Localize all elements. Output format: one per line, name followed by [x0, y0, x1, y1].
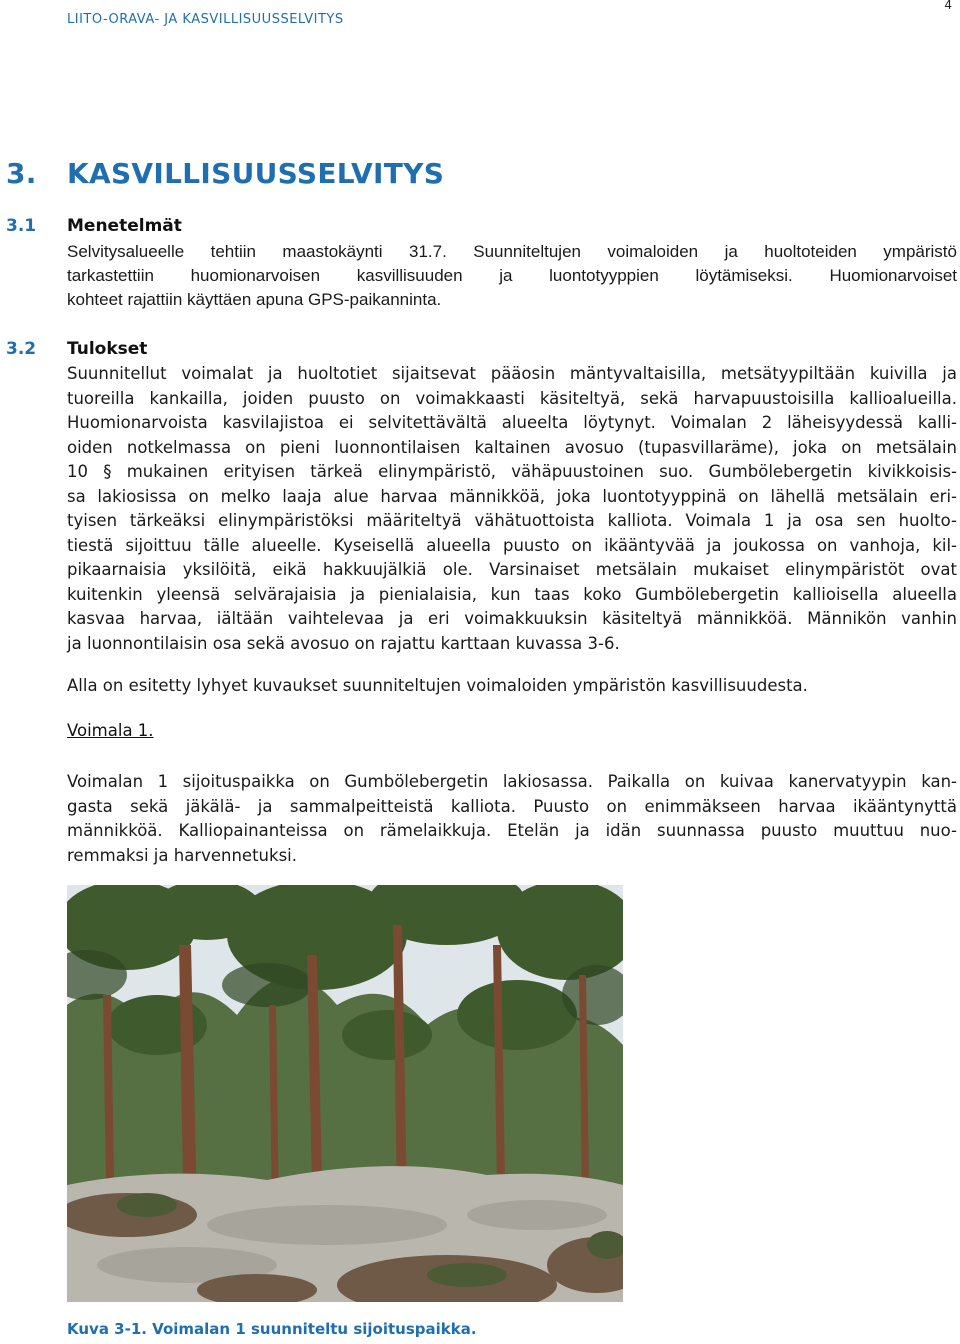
subsection-number: 3.1	[6, 216, 37, 236]
paragraph-line: gasta sekä jäkälä- ja sammalpeitteistä kalliota. Puusto on enimmäkseen harvaa ikääntynyttä	[67, 796, 957, 816]
paragraph-line: tyisen tärkeäksi elinympäristöksi määriteltyä vähätuottoista kalliota. Voimala 1 ja osa sen huolto-	[67, 511, 957, 530]
subsection-title: Menetelmät	[67, 216, 182, 236]
subsection-heading-3-1	[6, 216, 182, 236]
paragraph-line: Alla on esitetty lyhyet kuvaukset suunniteltujen voimaloiden ympäristön kasvillisuudesta.	[67, 676, 808, 695]
paragraph-line: kohteet rajattiin käyttäen apuna GPS-paikanninta.	[67, 290, 442, 309]
page-number: 4	[944, 0, 952, 12]
paragraph-line: tuoreilla kankailla, joiden puusto on voimakkaasti käsiteltyä, sekä harvapuustoisilla kallioalueilla.	[67, 388, 957, 408]
paragraph-line: sa lakiosissa on melko laaja alue harvaa männikköä, joka luontotyyppinä on lähellä metsälain eri-	[67, 486, 957, 506]
forest-photo	[67, 885, 623, 1302]
paragraph-line: 10 § mukainen erityisen tärkeä elinympäristö, vähäpuustoinen suo. Gumbölebergetin kivikkoisis-	[67, 462, 957, 481]
paragraph-line: kuitenkin yleensä selvärajaisia ja pienialaisia, kun taas koko Gumbölebergetin kallioisella alueella	[67, 584, 957, 604]
paragraph-line: remmaksi ja harvennetuksi.	[67, 845, 297, 865]
pine-forest-illustration	[67, 885, 623, 1302]
paragraph-line: Selvitysalueelle tehtiin maastokäynti 31.7. Suunniteltujen voimaloiden ja huoltoteiden ympäristö	[67, 242, 957, 261]
paragraph-line: Suunnitellut voimalat ja huoltotiet sijaitsevat pääosin mäntyvaltaisilla, metsätyypiltään kuivilla ja	[67, 364, 957, 383]
section-heading-3	[6, 157, 444, 190]
paragraph-line: tarkastettiin huomionarvoisen kasvillisuuden ja luontotyyppien löytämiseksi. Huomionarvoiset	[67, 266, 957, 285]
section-title: KASVILLISUUSSELVITYS	[67, 157, 445, 190]
subsection-heading-3-2	[6, 339, 147, 359]
intro-paragraph	[67, 674, 957, 699]
paragraph-line: tiestä sijoittuu tälle alueelle. Kyseisellä alueella puusto on ikääntyvää ja joukossa on vanhoja, kil-	[67, 535, 957, 555]
paragraph-line: kasvaa harvaa, iältään vaihtelevaa ja eri voimakkuuksin käsiteltyä männikköä. Männikön vanhin	[67, 609, 957, 628]
subsection-number: 3.2	[6, 339, 37, 359]
running-header: LIITO-ORAVA- JA KASVILLISUUSSELVITYS	[67, 12, 344, 27]
figure-caption: Kuva 3-1. Voimalan 1 suunniteltu sijoituspaikka.	[67, 1320, 477, 1338]
paragraph-line: oiden notkelmassa on pieni luonnontilaisen kaltainen avosuo (tupasvillaräme), joka on metsälain	[67, 437, 957, 457]
paragraph-line: männikköä. Kalliopainanteissa on rämelaikkuja. Etelän ja idän suunnassa puusto muuttuu nuo-	[67, 821, 957, 840]
paragraph-line: ja luonnontilaisin osa sekä avosuo on rajattu karttaan kuvassa 3-6.	[67, 633, 620, 653]
section-number: 3.	[6, 157, 37, 190]
voimala-1-paragraph	[67, 770, 957, 868]
paragraph-line: pikaarnaisia yksilöitä, eikä hakkuujälkiä ole. Varsinaiset metsälain mukaiset elinympäristöt ovat	[67, 560, 957, 579]
paragraph-line: Voimalan 1 sijoituspaikka on Gumbölebergetin lakiosassa. Paikalla on kuivaa kanervatyypin kan-	[67, 772, 957, 791]
results-paragraph	[67, 362, 957, 656]
voimala-1-heading: Voimala 1.	[67, 721, 154, 740]
paragraph-line: Huomionarvoista kasvilajistoa ei selvitettävältä alueelta löytynyt. Voimalan 2 läheisyydessä kalli-	[67, 413, 957, 432]
methods-paragraph	[67, 240, 957, 312]
subsection-title: Tulokset	[67, 339, 148, 359]
